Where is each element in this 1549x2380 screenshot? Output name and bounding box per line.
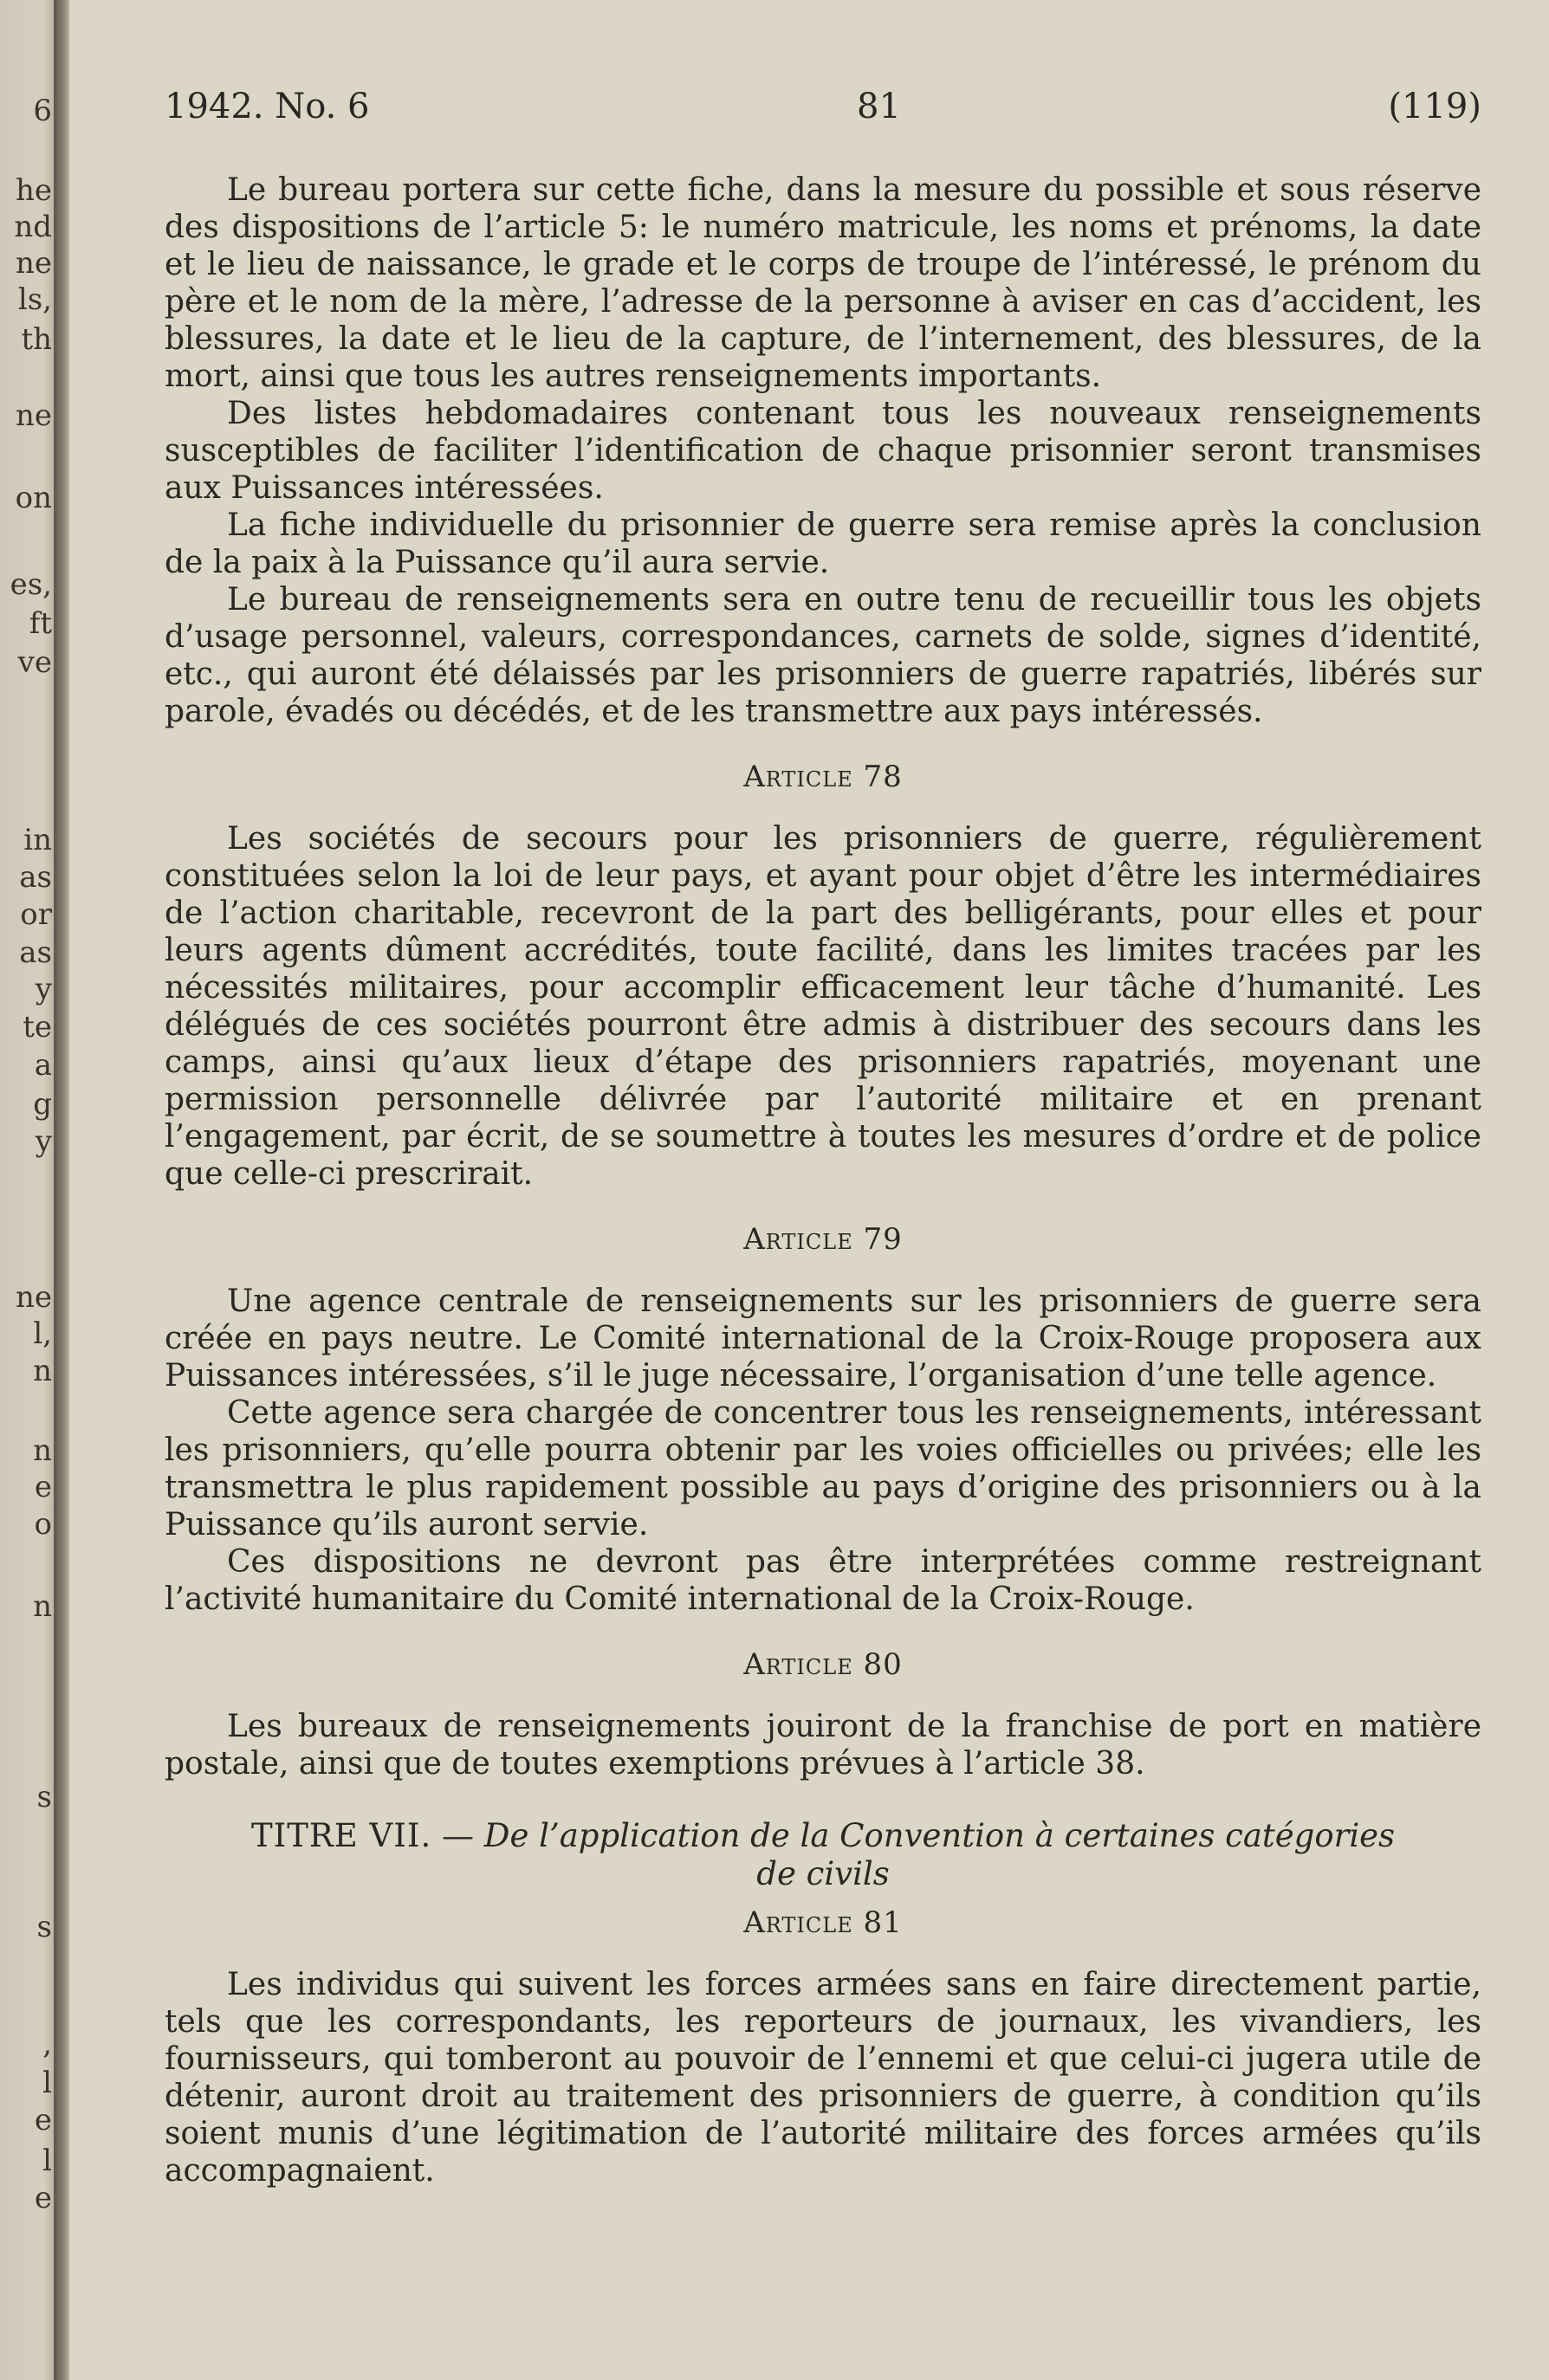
title-vii-heading: [165, 1817, 1481, 1893]
margin-fragment: n: [33, 1433, 52, 1468]
paragraph: Les sociétés de secours pour les prisonniers de guerre, régulièrement constituées selon la loi de leur pays, et ayant pour objet d’être les intermédiaires de l’action charitable, recevront de la part des belligérants, pour elles et pour leurs agents dûment accrédités, toute facilité, dans les limites tracées par les nécessités militaires, pour accomplir efficacement leur tâche d’humanité. Les délégués de ces sociétés pourront être admis à distribuer des secours dans les camps, ainsi qu’aux lieux d’étape des prisonniers rapatriés, moyenant une permission personnelle délivrée par l’autorité militaire et en prenant l’engagement, par écrit, de se soumettre à toutes les mesures d’ordre et de police que celle-ci prescrirait.: [165, 821, 1481, 1192]
margin-fragment: 6: [33, 94, 52, 128]
margin-fragment: nd: [14, 210, 52, 244]
article-80: [165, 1647, 1481, 1782]
margin-fragment: ve: [17, 645, 52, 680]
margin-fragment: s: [36, 1780, 52, 1814]
paragraph: Le bureau portera sur cette fiche, dans la mesure du possible et sous réserve des dispositions de l’article 5: le numéro matricule, les noms et prénoms, la date et le lieu de naissance, le grade et le corps de troupe de l’intéressé, le prénom du père et le nom de la mère, l’adresse de la personne à aviser en cas d’accident, les blessures, la date et le lieu de la capture, de l’internement, des blessures, de la mort, ainsi que tous les autres renseignements importants.: [165, 172, 1481, 394]
titre-dash: —: [431, 1817, 484, 1854]
header-bracket-number: (119): [1388, 87, 1481, 126]
margin-fragment: on: [15, 481, 52, 515]
margin-fragment: n: [33, 1589, 52, 1624]
margin-fragment: es,: [10, 567, 52, 602]
margin-fragment: ,: [42, 2027, 52, 2061]
margin-fragment: y: [35, 1124, 52, 1159]
paragraph: Des listes hebdomadaires contenant tous les nouveaux renseignements susceptibles de faciliter l’identification de chaque prisonnier seront transmises aux Puissances intéressées.: [165, 396, 1481, 506]
margin-fragment: ls,: [17, 282, 52, 317]
header-page-number: 81: [857, 87, 901, 126]
margin-fragment: in: [23, 823, 52, 857]
book-gutter: [54, 0, 69, 2380]
margin-fragment: ne: [15, 1280, 52, 1315]
titre-label: TITRE VII.: [250, 1817, 432, 1854]
margin-fragment: as: [19, 860, 52, 895]
article-78: [165, 760, 1481, 1193]
margin-fragment: g: [33, 1087, 52, 1122]
margin-fragment: e: [34, 2181, 52, 2215]
margin-fragment: ne: [15, 246, 52, 281]
article-heading: Article 79: [743, 1222, 903, 1257]
margin-fragment: ne: [15, 398, 52, 433]
paragraph: La fiche individuelle du prisonnier de guerre sera remise après la conclusion de la paix à la Puissance qu’il aura servie.: [165, 508, 1481, 580]
article-heading: Article 80: [743, 1647, 903, 1682]
article-79: [165, 1222, 1481, 1618]
margin-fragment: l: [42, 2144, 52, 2178]
paragraph: Le bureau de renseignements sera en outre tenu de recueillir tous les objets d’usage personnel, valeurs, correspondances, carnets de solde, signes d’identité, etc., qui auront été délaissés par les prisonniers de guerre rapatriés, libérés sur parole, évadés ou décédés, et de les transmettre aux pays intéressés.: [165, 582, 1481, 729]
margin-fragment: or: [20, 897, 52, 932]
margin-fragment: y: [35, 972, 52, 1006]
intro-section: [165, 171, 1481, 730]
titre-line-1: De l’application de la Convention à certaines catégories: [483, 1817, 1396, 1854]
titre-line-2: de civils: [756, 1855, 890, 1892]
paragraph: Les individus qui suivent les forces armées sans en faire directement partie, tels que les correspondants, les reporteurs de journaux, les vivandiers, les fournisseurs, qui tomberont au pouvoir de l’ennemi et que celui-ci jugera utile de détenir, auront droit au traitement des prisonniers de guerre, à condition qu’ils soient munis d’une légitimation de l’autorité militaire des forces armées qu’ils accompagnaient.: [165, 1967, 1481, 2189]
margin-fragment: o: [34, 1507, 52, 1542]
margin-fragment: ft: [29, 606, 52, 641]
paragraph: Une agence centrale de renseignements sur les prisonniers de guerre sera créée en pays neutre. Le Comité international de la Croix-Rouge proposera aux Puissances intéressées, s’il le juge nécessaire, l’organisation d’une telle agence.: [165, 1284, 1481, 1394]
margin-fragment: as: [19, 935, 52, 970]
margin-fragment: l: [42, 2066, 52, 2100]
page-content: [165, 87, 1481, 2189]
margin-fragment: l,: [33, 1316, 52, 1351]
header-year-number: 1942. No. 6: [165, 87, 370, 126]
article-heading: Article 78: [743, 760, 903, 794]
paragraph: Les bureaux de renseignements jouiront de la franchise de port en matière postale, ainsi que de toutes exemptions prévues à l’article 38.: [165, 1709, 1481, 1782]
margin-fragment: he: [15, 173, 52, 208]
article-heading: Article 81: [743, 1905, 903, 1940]
margin-fragment: th: [21, 322, 52, 357]
running-header: [165, 87, 1481, 126]
paragraph: Cette agence sera chargée de concentrer tous les renseignements, intéressant les prisonniers, qu’elle pourra obtenir par les voies officielles ou privées; elle les transmettra le plus rapidement possible au pays d’origine des prisonniers ou à la Puissance qu’ils auront servie.: [165, 1395, 1481, 1542]
margin-fragment: a: [34, 1048, 52, 1083]
document-page: [69, 0, 1549, 2380]
margin-fragment: te: [23, 1010, 52, 1044]
margin-fragment: n: [33, 1354, 52, 1388]
paragraph: Ces dispositions ne devront pas être interprétées comme restreignant l’activité humanitaire du Comité international de la Croix-Rouge.: [165, 1544, 1481, 1617]
facing-page-edge: [0, 0, 54, 2380]
margin-fragment: e: [34, 1470, 52, 1504]
article-81: [165, 1905, 1481, 2189]
margin-fragment: s: [36, 1910, 52, 1944]
margin-fragment: e: [34, 2103, 52, 2137]
